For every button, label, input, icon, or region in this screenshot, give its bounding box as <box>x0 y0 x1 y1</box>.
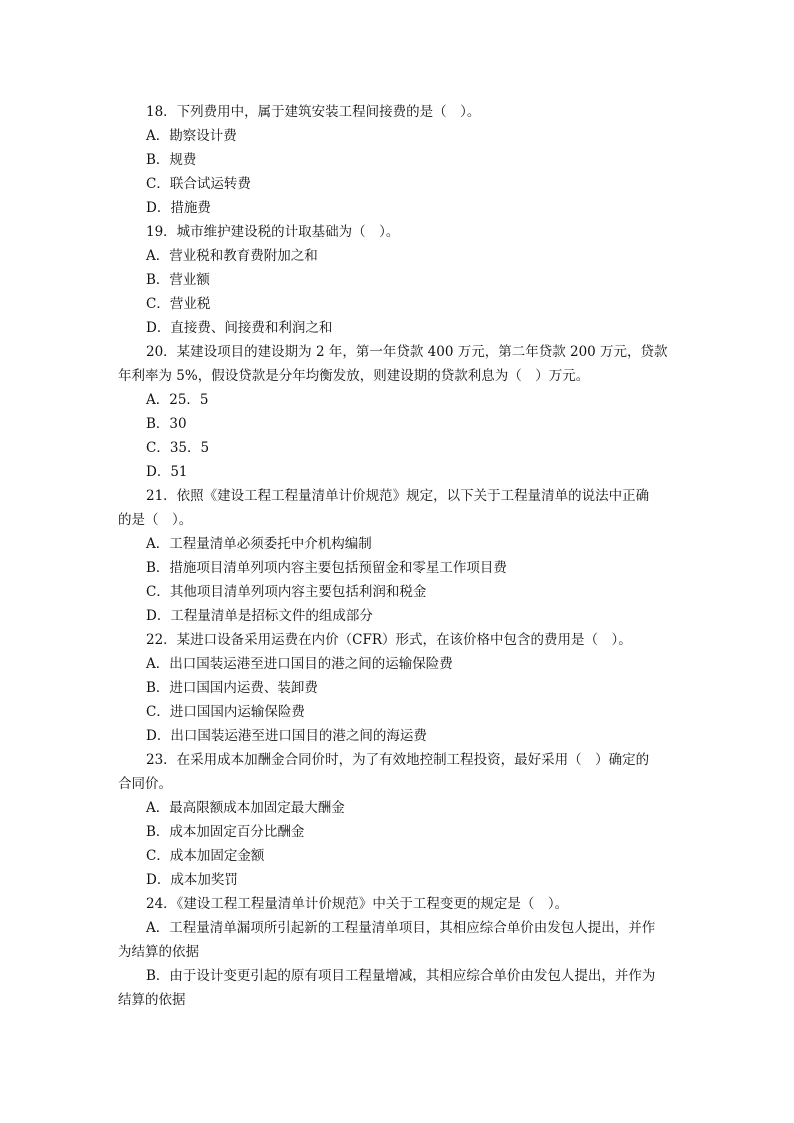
option-d: D．成本加奖罚 <box>146 872 238 888</box>
option-c: C．联合试运转费 <box>146 176 251 192</box>
question-stem: 23．在采用成本加酬金合同价时，为了有效地控制工程投资，最好采用（ ）确定的 <box>146 752 650 768</box>
option-a: A．最高限额成本加固定最大酬金 <box>146 800 345 816</box>
option-d: D．出口国装运港至进口国目的港之间的海运费 <box>146 728 427 744</box>
option-d: D．措施费 <box>146 200 211 216</box>
question-stem: 20．某建设项目的建设期为 2 年，第一年贷款 400 万元，第二年贷款 200 万元，贷款 <box>146 344 668 360</box>
option-a-continued: 为结算的依据 <box>118 944 199 960</box>
option-a: A．出口国装运港至进口国目的港之间的运输保险费 <box>146 656 453 672</box>
option-b: B．成本加固定百分比酬金 <box>146 824 305 840</box>
option-b: B．营业额 <box>146 272 210 288</box>
option-b: B．30 <box>146 416 187 432</box>
question-23 <box>118 748 678 892</box>
question-stem: 22．某进口设备采用运费在内价（CFR）形式，在该价格中包含的费用是（ ）。 <box>146 632 632 648</box>
question-stem: 19．城市维护建设税的计取基础为（ ）。 <box>146 224 400 240</box>
option-c: C．35．5 <box>146 440 210 456</box>
option-a: A．工程量清单必须委托中介机构编制 <box>146 536 372 552</box>
question-24 <box>118 892 678 1012</box>
option-b: B．措施项目清单列项内容主要包括预留金和零星工作项目费 <box>146 560 507 576</box>
question-stem: 18．下列费用中，属于建筑安装工程间接费的是（ ）。 <box>146 104 481 120</box>
question-19 <box>118 220 678 340</box>
option-a: A．营业税和教育费附加之和 <box>146 248 318 264</box>
question-stem-continued: 合同价。 <box>118 776 172 792</box>
option-b: B．进口国国内运费、装卸费 <box>146 680 318 696</box>
question-stem-continued: 的是（ ）。 <box>118 512 193 528</box>
option-c: C．进口国国内运输保险费 <box>146 704 305 720</box>
option-b: B．规费 <box>146 152 197 168</box>
question-stem: 24．《建设工程工程量清单计价规范》中关于工程变更的规定是（ ）。 <box>146 896 569 912</box>
option-a: A．勘察设计费 <box>146 128 237 144</box>
option-c: C．营业税 <box>146 296 211 312</box>
option-c: C．成本加固定金额 <box>146 848 265 864</box>
option-b-continued: 结算的依据 <box>118 992 186 1008</box>
option-a: A．工程量清单漏项所引起新的工程量清单项目，其相应综合单价由发包人提出，并作 <box>146 920 656 936</box>
question-22 <box>118 628 678 748</box>
option-d: D．直接费、间接费和利润之和 <box>146 320 333 336</box>
question-stem-continued: 年利率为 5%，假设贷款是分年均衡发放，则建设期的贷款利息为（ ）万元。 <box>118 368 590 384</box>
option-d: D．工程量清单是招标文件的组成部分 <box>146 608 373 624</box>
option-a: A．25．5 <box>146 392 209 408</box>
question-20 <box>118 340 678 484</box>
option-b: B．由于设计变更引起的原有项目工程量增减，其相应综合单价由发包人提出，并作为 <box>146 968 656 984</box>
question-18 <box>118 100 678 220</box>
question-21 <box>118 484 678 628</box>
question-stem: 21．依照《建设工程工程量清单计价规范》规定，以下关于工程量清单的说法中正确 <box>146 488 650 504</box>
option-c: C．其他项目清单列项内容主要包括利润和税金 <box>146 584 427 600</box>
option-d: D．51 <box>146 464 188 480</box>
document-page <box>118 100 678 1012</box>
